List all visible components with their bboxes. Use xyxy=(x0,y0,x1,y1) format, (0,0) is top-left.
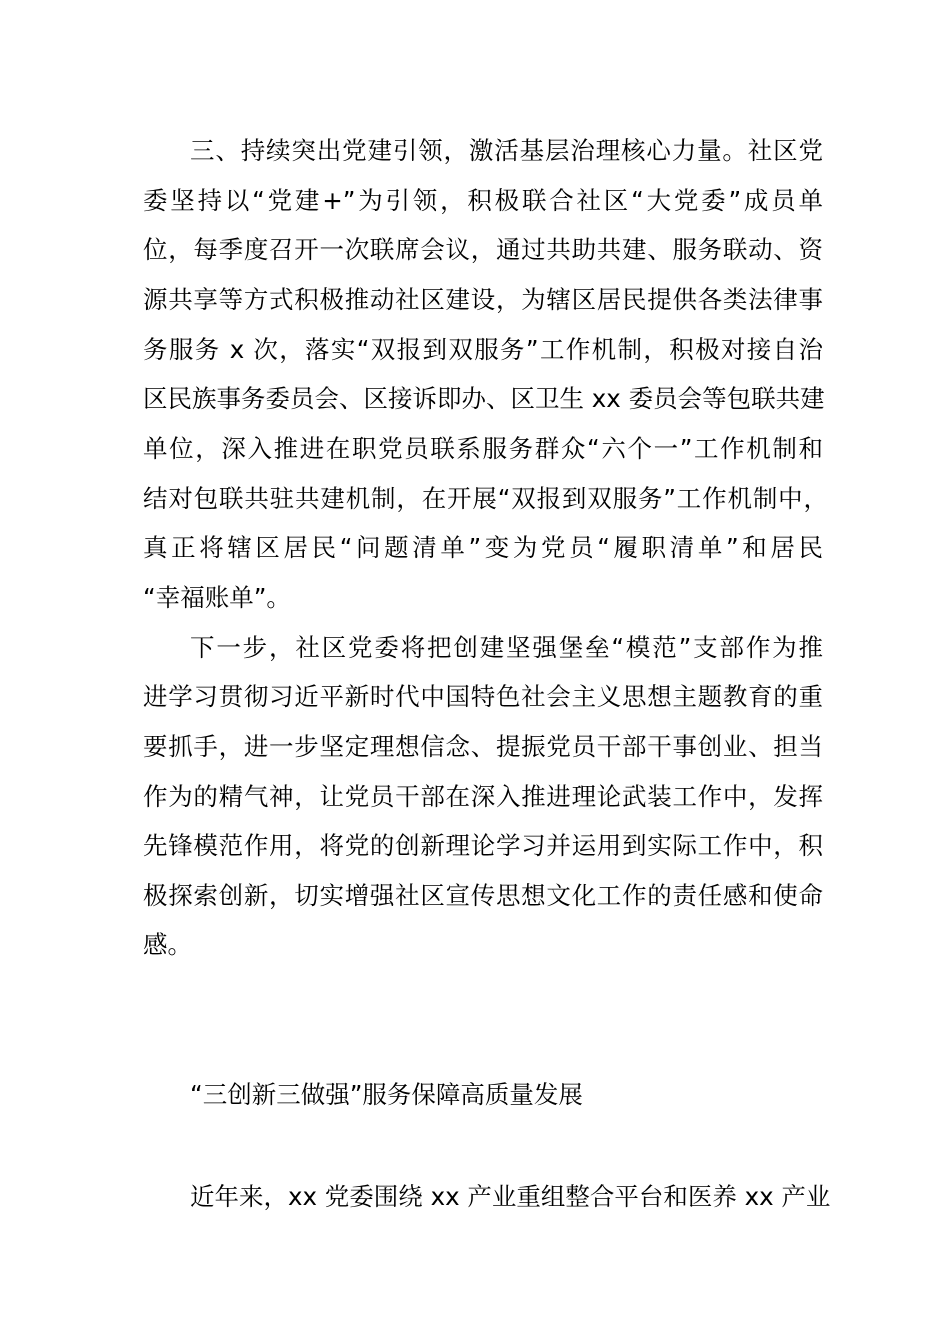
paragraph-line: 极探索创新，切实增强社区宣传思想文化工作的责任感和使命 xyxy=(143,881,823,910)
paragraph-line: 真正将辖区居民“问题清单”变为党员“履职清单”和居民 xyxy=(143,533,823,562)
paragraph-line: 近年来，xx 党委围绕 xx 产业重组整合平台和医养 xx 产业 xyxy=(190,1182,831,1211)
paragraph-line: 下一步，社区党委将把创建坚强堡垒“模范”支部作为推 xyxy=(190,633,823,662)
paragraph-line: 要抓手，进一步坚定理想信念、提振党员干部干事创业、担当 xyxy=(143,732,823,761)
paragraph-line: 感。 xyxy=(143,930,192,959)
paragraph-line: 源共享等方式积极推动社区建设，为辖区居民提供各类法律事 xyxy=(143,285,823,314)
paragraph-line: 务服务 x 次，落实“双报到双服务”工作机制，积极对接自治 xyxy=(143,335,823,364)
paragraph-line: “幸福账单”。 xyxy=(143,583,291,612)
paragraph-line: 作为的精气神，让党员干部在深入推进理论武装工作中，发挥 xyxy=(143,782,823,811)
paragraph-line: 区民族事务委员会、区接诉即办、区卫生 xx 委员会等包联共建 xyxy=(143,384,825,413)
paragraph-line: 先锋模范作用，将党的创新理论学习并运用到实际工作中，积 xyxy=(143,831,823,860)
paragraph-line: 单位，深入推进在职党员联系服务群众“六个一”工作机制和 xyxy=(143,434,823,463)
paragraph-line: 三、持续突出党建引领，激活基层治理核心力量。社区党 xyxy=(190,136,823,165)
paragraph-line: 进学习贯彻习近平新时代中国特色社会主义思想主题教育的重 xyxy=(143,682,823,711)
paragraph-line: 位，每季度召开一次联席会议，通过共助共建、服务联动、资 xyxy=(143,235,823,264)
paragraph-line: 结对包联共驻共建机制，在开展“双报到双服务”工作机制中， xyxy=(143,484,828,513)
paragraph-line: 委坚持以“党建+”为引领，积极联合社区“大党委”成员单 xyxy=(143,186,823,215)
section-heading: “三创新三做强”服务保障高质量发展 xyxy=(190,1080,583,1109)
